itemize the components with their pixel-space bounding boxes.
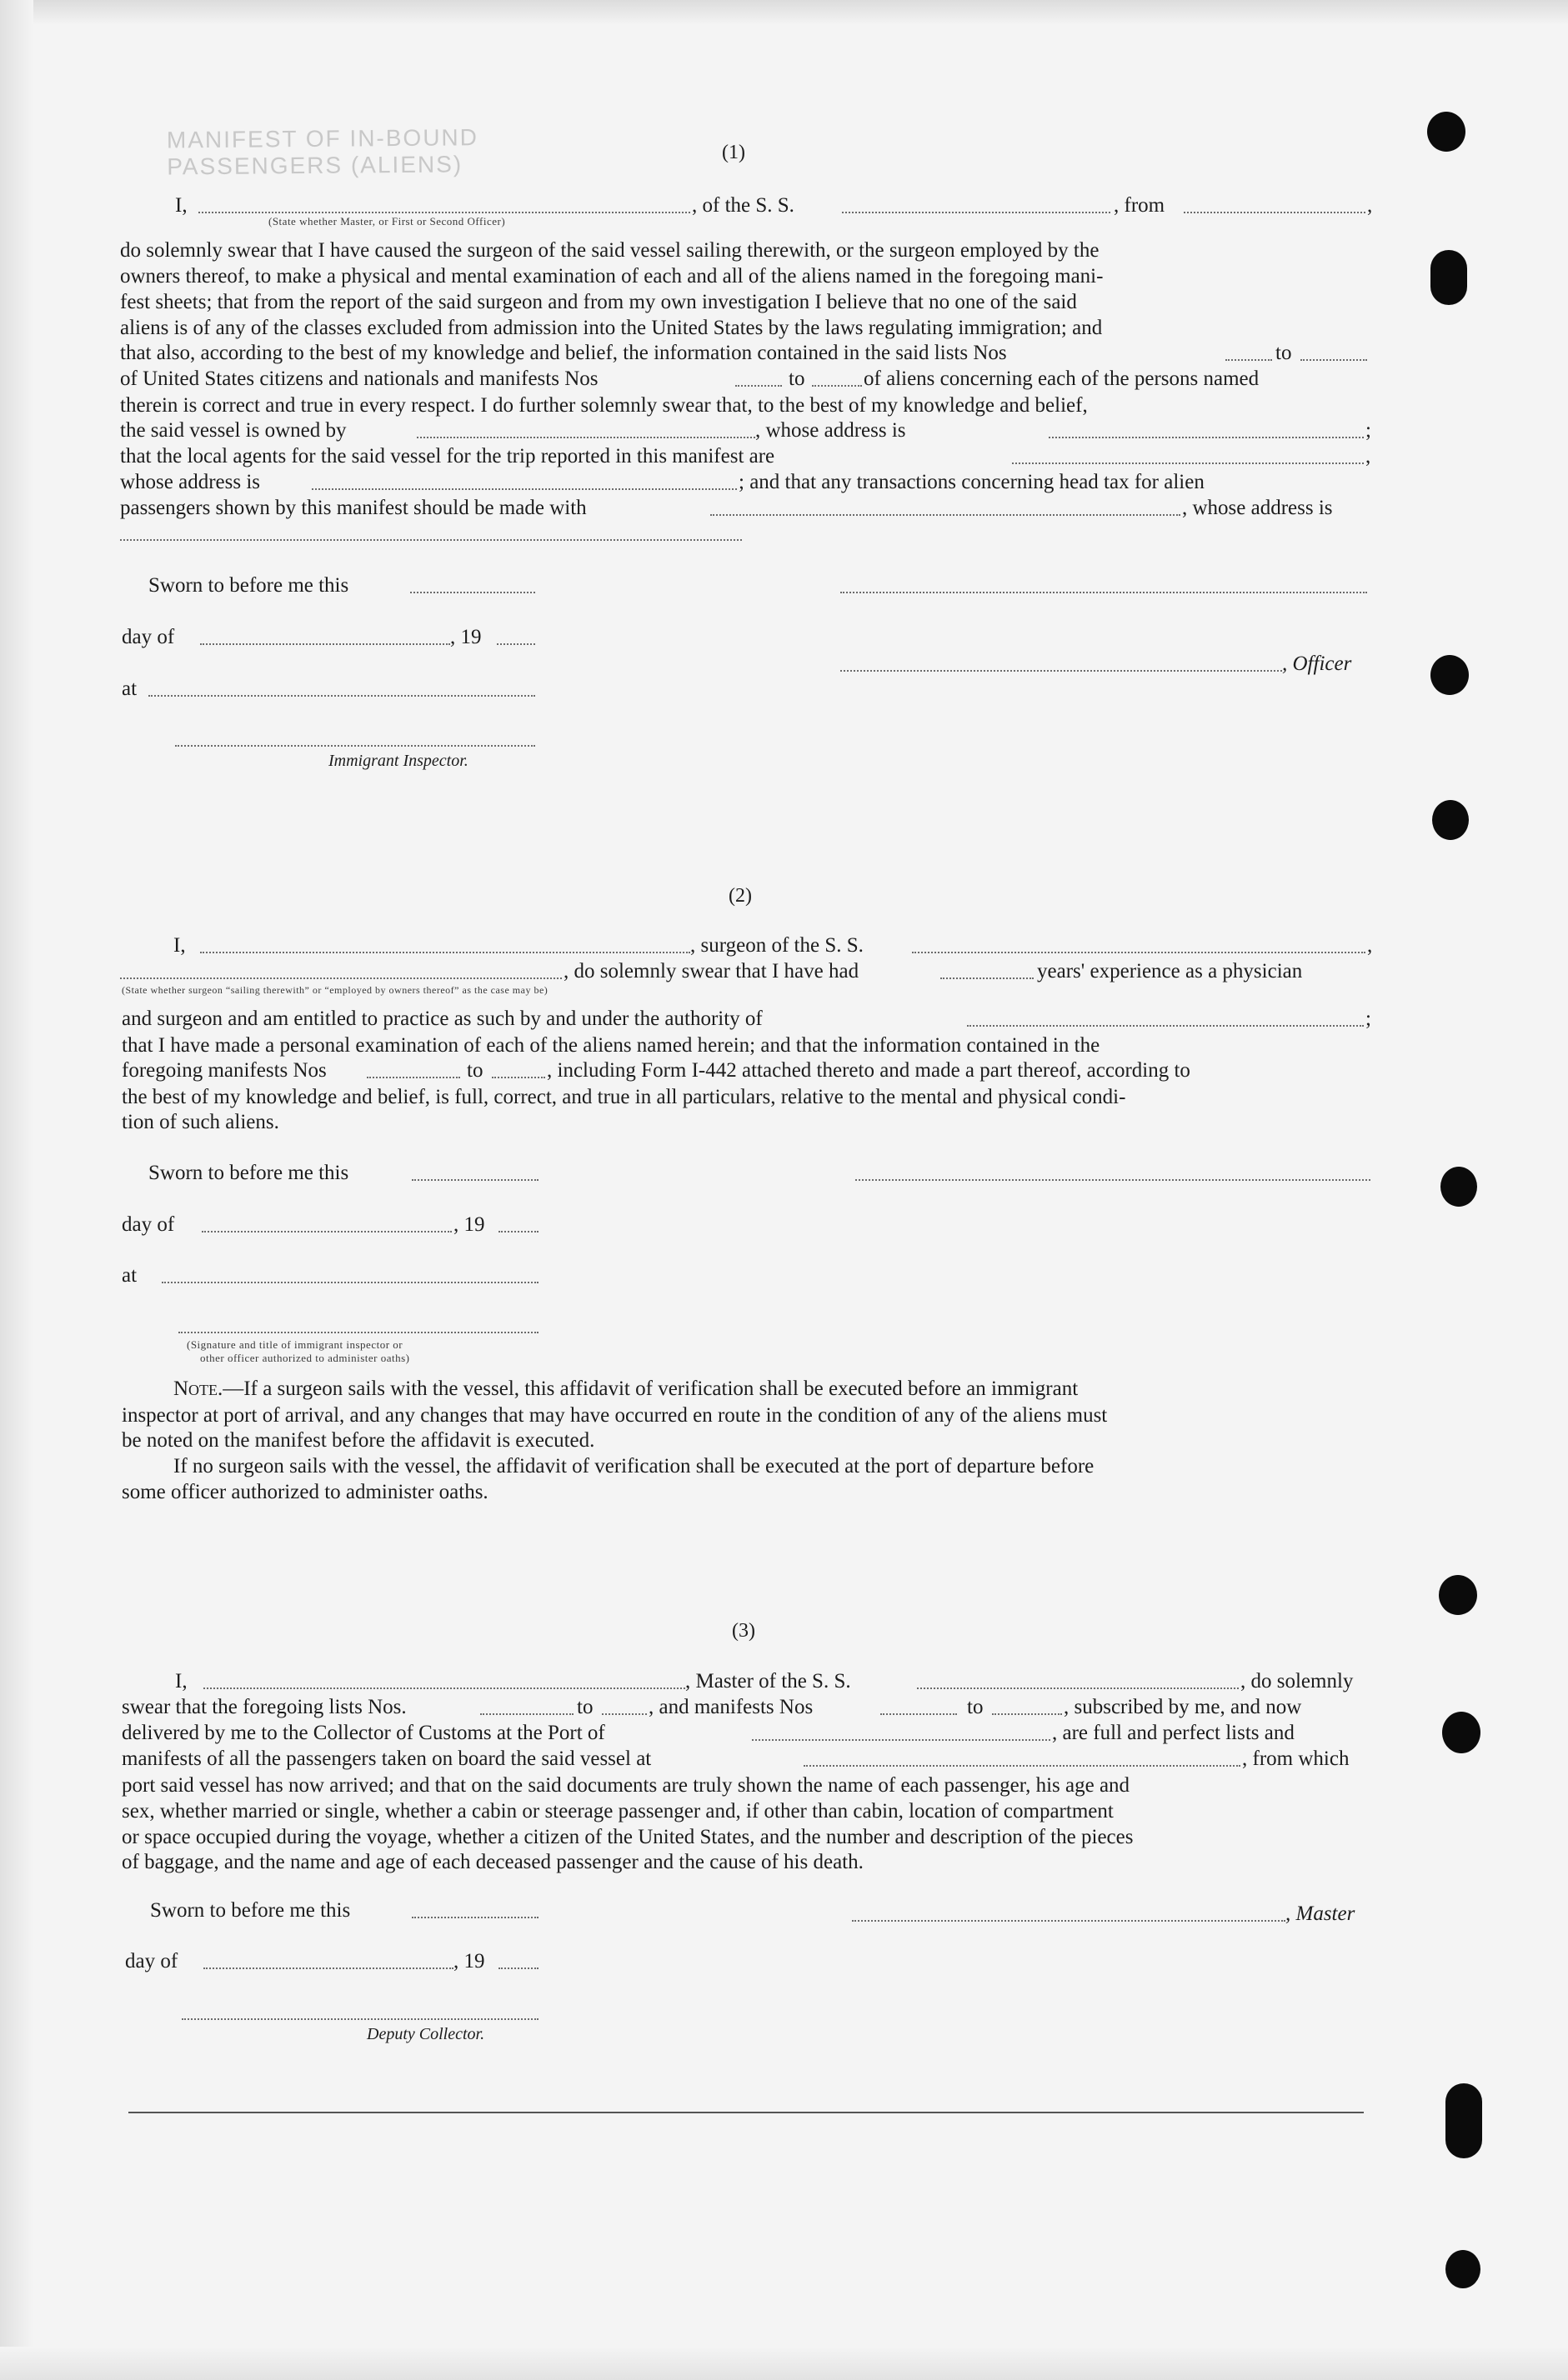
- label: , whose address is: [755, 419, 906, 442]
- label: , from which: [1242, 1748, 1350, 1770]
- signature-line: [182, 2018, 539, 2020]
- blank-line: [1225, 359, 1272, 361]
- paragraph-line: port said vessel has now arrived; and that on the said documents are truly shown the name of each passenger, his age and: [122, 1774, 1130, 1797]
- label: to: [467, 1059, 483, 1082]
- label: the said vessel is owned by: [120, 419, 347, 442]
- label: I,: [173, 934, 186, 957]
- signature-caption: (Signature and title of immigrant inspector or: [187, 1338, 403, 1351]
- blank-line: [367, 1077, 460, 1078]
- label: , 19: [453, 1213, 485, 1236]
- note-line: [173, 1377, 1078, 1402]
- blank-line: [917, 1688, 1239, 1689]
- blank-line: [203, 1688, 685, 1689]
- blank-line: [880, 1713, 957, 1715]
- blank-line: [735, 385, 782, 387]
- punch-hole: [1427, 112, 1465, 152]
- label: and surgeon and am entitled to practice as such by and under the authority of: [122, 1008, 763, 1030]
- blank-line: [602, 1713, 647, 1715]
- label: ,: [1367, 194, 1373, 217]
- label: , whose address is: [1182, 497, 1333, 519]
- label: that the local agents for the said vessel for the trip reported in this manifest are: [120, 445, 775, 468]
- label: at: [122, 1264, 138, 1287]
- officer-label: , Officer: [1282, 652, 1352, 675]
- paragraph-line: tion of such aliens.: [122, 1111, 279, 1133]
- blank-line: [1012, 462, 1364, 464]
- blank-line: [804, 1765, 1240, 1767]
- blank-line: [200, 952, 690, 953]
- page-shadow-bottom: [0, 2347, 1568, 2380]
- label: day of: [125, 1950, 178, 1972]
- signature-line: [840, 592, 1367, 593]
- blank-line: [412, 1917, 539, 1918]
- label: I,: [175, 1670, 188, 1692]
- blank-line: [752, 1739, 1050, 1741]
- paragraph-line: or space occupied during the voyage, whether a citizen of the United States, and the number and description of the pieces: [122, 1826, 1134, 1848]
- label: , are full and perfect lists and: [1052, 1722, 1295, 1744]
- field-hint: (State whether Master, or First or Second Officer): [268, 215, 506, 228]
- blank-line: [812, 385, 862, 387]
- paragraph-line: some officer authorized to administer oaths.: [122, 1481, 488, 1503]
- label: years' experience as a physician: [1037, 960, 1303, 982]
- label: to: [1275, 342, 1292, 364]
- signature-line: [175, 745, 535, 747]
- label: Sworn to before me this: [148, 1162, 349, 1184]
- blank-line: [492, 1077, 545, 1078]
- label: ,: [1367, 934, 1373, 957]
- paragraph-line: do solemnly swear that I have caused the surgeon of the said vessel sailing therewith, or the surgeon employed by the: [120, 239, 1100, 262]
- label: , and manifests Nos: [649, 1696, 814, 1718]
- paragraph-line: the best of my knowledge and belief, is full, correct, and true in all particulars, relative to the mental and physical condi-: [122, 1086, 1126, 1108]
- note-label: Note.: [173, 1378, 223, 1400]
- signature-line: [852, 1920, 1285, 1922]
- label: to: [789, 368, 805, 390]
- label: , Master of the S. S.: [685, 1670, 851, 1692]
- paragraph-line: owners thereof, to make a physical and mental examination of each and all of the aliens named in the foregoing mani-: [120, 265, 1104, 288]
- label: , subscribed by me, and now: [1064, 1696, 1302, 1718]
- paragraph-line: that I have made a personal examination of each of the aliens named herein; and that the information contained in the: [122, 1034, 1100, 1057]
- blank-line: [162, 1282, 539, 1283]
- bottom-rule: [128, 2112, 1364, 2113]
- blank-line: [497, 643, 535, 645]
- blank-line: [480, 1713, 574, 1715]
- blank-line: [410, 592, 535, 593]
- label: ; and that any transactions concerning head tax for alien: [739, 471, 1205, 493]
- label: , of the S. S.: [692, 194, 794, 217]
- label: day of: [122, 1213, 175, 1236]
- label: whose address is: [120, 471, 261, 493]
- blank-line: [498, 1968, 539, 1969]
- section-number: (1): [722, 142, 745, 163]
- label: , do solemnly swear that I have had: [564, 960, 859, 982]
- paragraph-line: sex, whether married or single, whether a cabin or steerage passenger and, if other than cabin, location of compartment: [122, 1800, 1114, 1822]
- label: that also, according to the best of my knowledge and belief, the information contained in the said lists Nos: [120, 342, 1007, 364]
- label: , 19: [450, 626, 482, 648]
- label: Sworn to before me this: [148, 574, 349, 597]
- section-number: (3): [732, 1620, 755, 1642]
- blank-line: [1184, 212, 1365, 213]
- blank-line: [200, 643, 450, 645]
- field-hint: (State whether surgeon “sailing therewith” or “employed by owners thereof” as the case may be): [122, 984, 549, 996]
- label: to: [967, 1696, 984, 1718]
- blank-line: [940, 978, 1034, 979]
- blank-line: [202, 1231, 452, 1232]
- deputy-label: Deputy Collector.: [367, 2025, 485, 2043]
- label: foregoing manifests Nos: [122, 1059, 327, 1082]
- section-number: (2): [729, 885, 752, 907]
- label: to: [577, 1696, 594, 1718]
- punch-hole: [1442, 1712, 1480, 1753]
- paragraph-line: of baggage, and the name and age of each deceased passenger and the cause of his death.: [122, 1851, 864, 1873]
- label: , including Form I-442 attached thereto and made a part thereof, according to: [547, 1059, 1190, 1082]
- paragraph-line: inspector at port of arrival, and any changes that may have occurred en route in the condition of any of the aliens must: [122, 1404, 1108, 1427]
- page-shadow-left: [0, 0, 33, 2380]
- blank-line: [148, 695, 535, 697]
- bleed-through-text: MANIFEST OF IN-BOUND PASSENGERS (ALIENS): [166, 124, 479, 180]
- label: , do solemnly: [1240, 1670, 1354, 1692]
- label: day of: [122, 626, 175, 648]
- punch-hole: [1439, 1575, 1477, 1615]
- note-text: —If a surgeon sails with the vessel, this affidavit of verification shall be executed before an immigrant: [223, 1378, 1079, 1400]
- blank-line: [120, 539, 742, 541]
- label: passengers shown by this manifest should be made with: [120, 497, 587, 519]
- label: , surgeon of the S. S.: [690, 934, 864, 957]
- signature-line: [840, 670, 1282, 672]
- blank-line: [412, 1179, 539, 1181]
- blank-line: [912, 952, 1365, 953]
- blank-line: [417, 437, 755, 438]
- label: of aliens concerning each of the persons named: [864, 368, 1260, 390]
- blank-line: [312, 488, 737, 490]
- label: , from: [1114, 194, 1165, 217]
- punch-hole: [1445, 2250, 1480, 2288]
- paragraph-line: therein is correct and true in every respect. I do further solemnly swear that, to the best of my knowledge and belief,: [120, 394, 1088, 417]
- paragraph-line: be noted on the manifest before the affidavit is executed.: [122, 1429, 595, 1452]
- label: swear that the foregoing lists Nos.: [122, 1696, 407, 1718]
- blank-line: [967, 1025, 1364, 1027]
- label: I,: [175, 194, 188, 217]
- paragraph-line: aliens is of any of the classes excluded from admission into the United States by the laws regulating immigration; and: [120, 317, 1103, 339]
- blank-line: [1049, 437, 1364, 438]
- blank-line: [842, 212, 1110, 213]
- page-shadow-top: [0, 0, 1568, 25]
- paragraph-line: fest sheets; that from the report of the said surgeon and from my own investigation I believe that no one of the said: [120, 291, 1077, 313]
- label: Sworn to before me this: [150, 1899, 351, 1922]
- label: ,: [1365, 445, 1371, 468]
- label: of United States citizens and nationals and manifests Nos: [120, 368, 599, 390]
- blank-line: [710, 514, 1180, 516]
- label: , 19: [453, 1950, 485, 1972]
- signature-line: [178, 1332, 539, 1333]
- paragraph-line: If no surgeon sails with the vessel, the affidavit of verification shall be executed at the port of departure before: [173, 1455, 1095, 1478]
- inspector-label: Immigrant Inspector.: [328, 752, 468, 770]
- label: ;: [1365, 419, 1371, 442]
- blank-line: [992, 1713, 1062, 1715]
- signature-caption: other officer authorized to administer oaths): [200, 1352, 410, 1364]
- punch-hole: [1430, 250, 1467, 305]
- blank-line: [1300, 359, 1367, 361]
- blank-line: [498, 1231, 539, 1232]
- signature-line: [855, 1179, 1370, 1181]
- punch-hole: [1445, 2083, 1482, 2158]
- label: delivered by me to the Collector of Customs at the Port of: [122, 1722, 605, 1744]
- punch-hole: [1432, 800, 1469, 840]
- blank-line: [203, 1968, 453, 1969]
- punch-hole: [1440, 1167, 1477, 1207]
- master-label: , Master: [1285, 1902, 1355, 1925]
- blank-line: [120, 978, 562, 979]
- label: ;: [1365, 1008, 1371, 1030]
- label: manifests of all the passengers taken on board the said vessel at: [122, 1748, 652, 1770]
- punch-hole: [1430, 655, 1469, 695]
- label: at: [122, 678, 138, 700]
- blank-line: [198, 212, 690, 213]
